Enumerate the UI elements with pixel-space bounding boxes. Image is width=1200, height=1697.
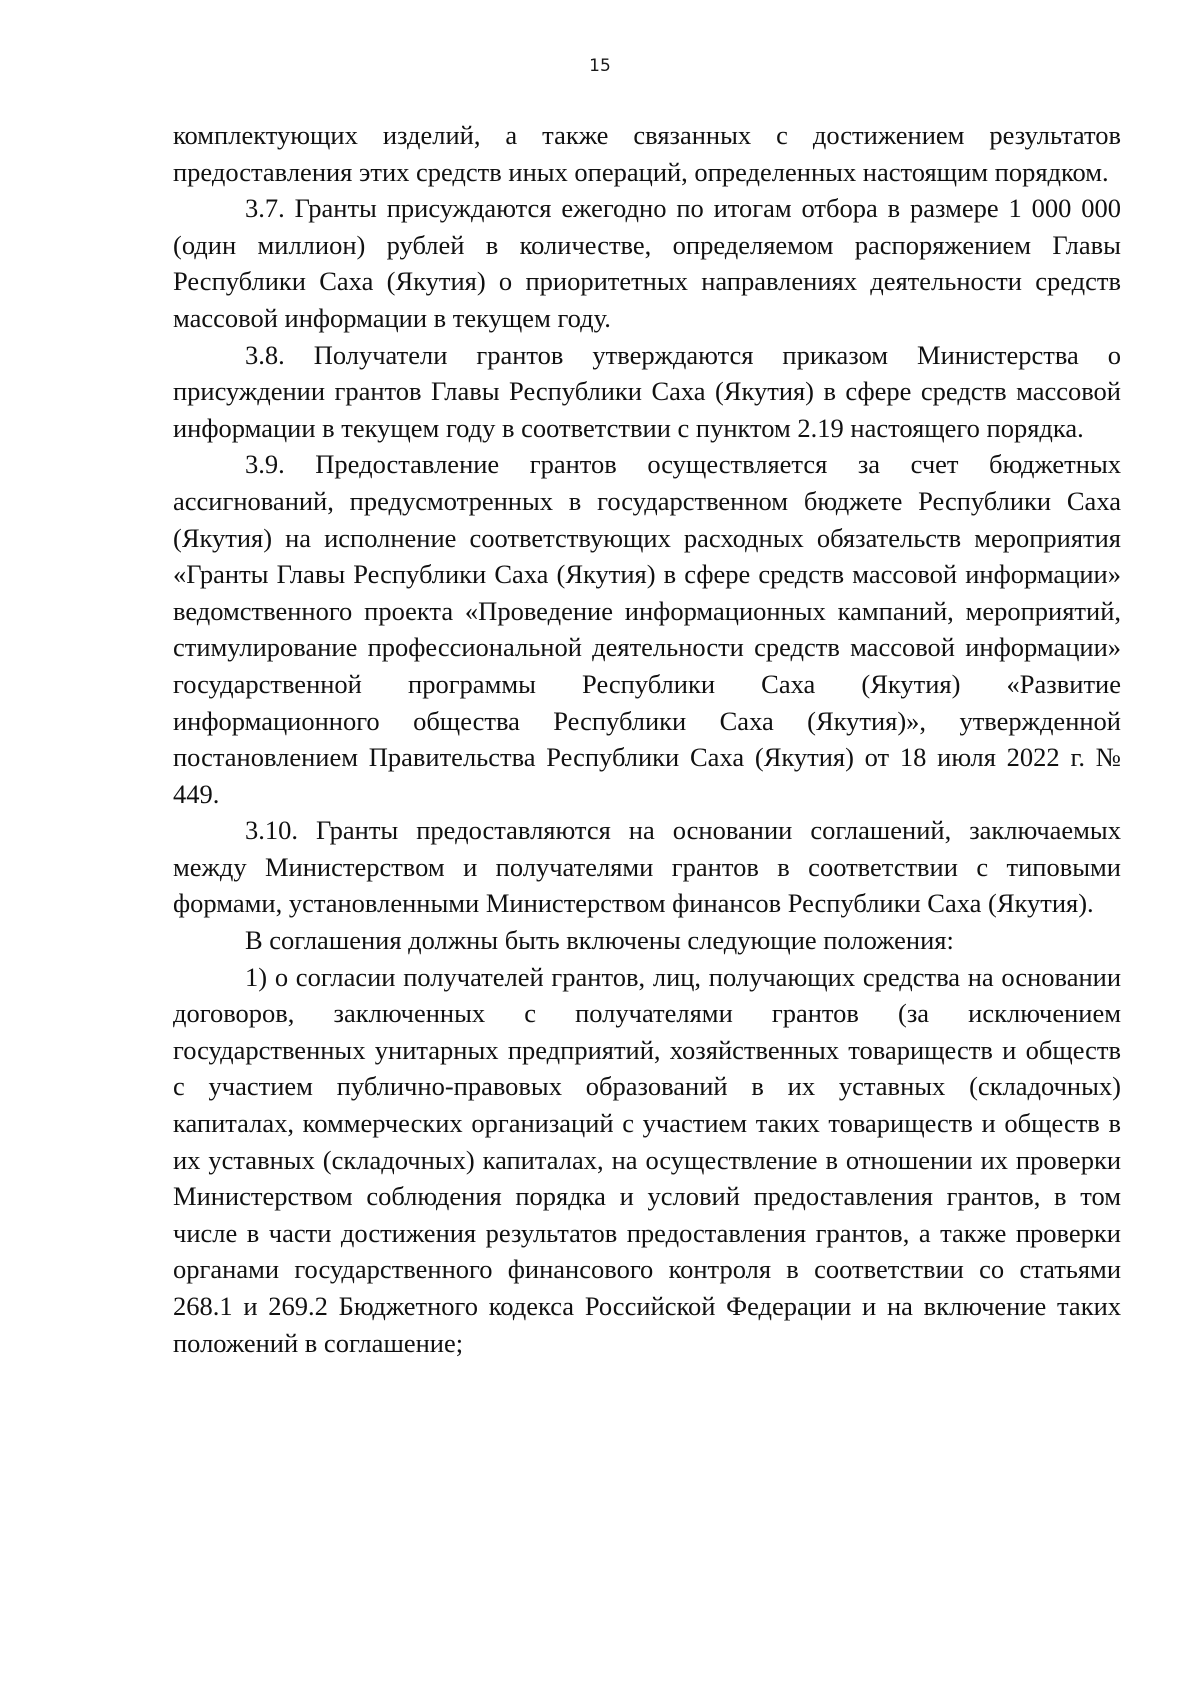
paragraph-3-8: 3.8. Получатели грантов утверждаются приказом Министерства о присуждении грантов Главы Республики Саха (Якутия) в сфере средств массовой информации в текущем году в соответствии с пунктом 2.19 настоящего порядка. [173,339,1121,443]
paragraph-continuation: комплектующих изделий, а также связанных с достижением результатов предоставления этих средств иных операций, определенных настоящим порядком. [173,120,1121,187]
paragraph-item-1: 1) о согласии получателей грантов, лиц, получающих средства на основании договоров, заключенных с получателями грантов (за исключением государственных унитарных предприятий, хозяйственных товариществ и обществ с участием публично-правовых образований в их уставных (складочных) капиталах, коммерческих организаций с участием таких товариществ и обществ в их уставных (складочных) капиталах, на осуществление в отношении их проверки Министерством соблюдения порядка и условий предоставления грантов, в том числе в части достижения результатов предоставления грантов, а также проверки органами государственного финансового контроля в соответствии со статьями 268.1 и 269.2 Бюджетного кодекса Российской Федерации и на включение таких положений в соглашение; [173,961,1121,1358]
paragraph-agreement-intro: В соглашения должны быть включены следующие положения: [245,925,954,956]
paragraph-3-10: 3.10. Гранты предоставляются на основании соглашений, заключаемых между Министерством и получателями грантов в соответствии с типовыми формами, установленными Министерством финансов Республики Саха (Якутия). [173,815,1121,919]
document-body [173,117,1121,1361]
paragraph-3-9: 3.9. Предоставление грантов осуществляется за счет бюджетных ассигнований, предусмотренных в государственном бюджете Республики Саха (Якутия) на исполнение соответствующих расходных обязательств мероприятия «Гранты Главы Республики Саха (Якутия) в сфере средств массовой информации» ведомственного проекта «Проведение информационных кампаний, мероприятий, стимулирование профессиональной деятельности средств массовой информации» государственной программы Республики Саха (Якутия) «Развитие информационного общества Республики Саха (Якутия)», утвержденной постановлением Правительства Республики Саха (Якутия) от 18 июля 2022 г. № 449. [173,449,1121,809]
page-number: 15 [589,56,611,76]
paragraph-3-7: 3.7. Гранты присуждаются ежегодно по итогам отбора в размере 1 000 000 (один миллион) рублей в количестве, определяемом распоряжением Главы Республики Саха (Якутия) о приоритетных направлениях деятельности средств массовой информации в текущем году. [173,193,1121,333]
